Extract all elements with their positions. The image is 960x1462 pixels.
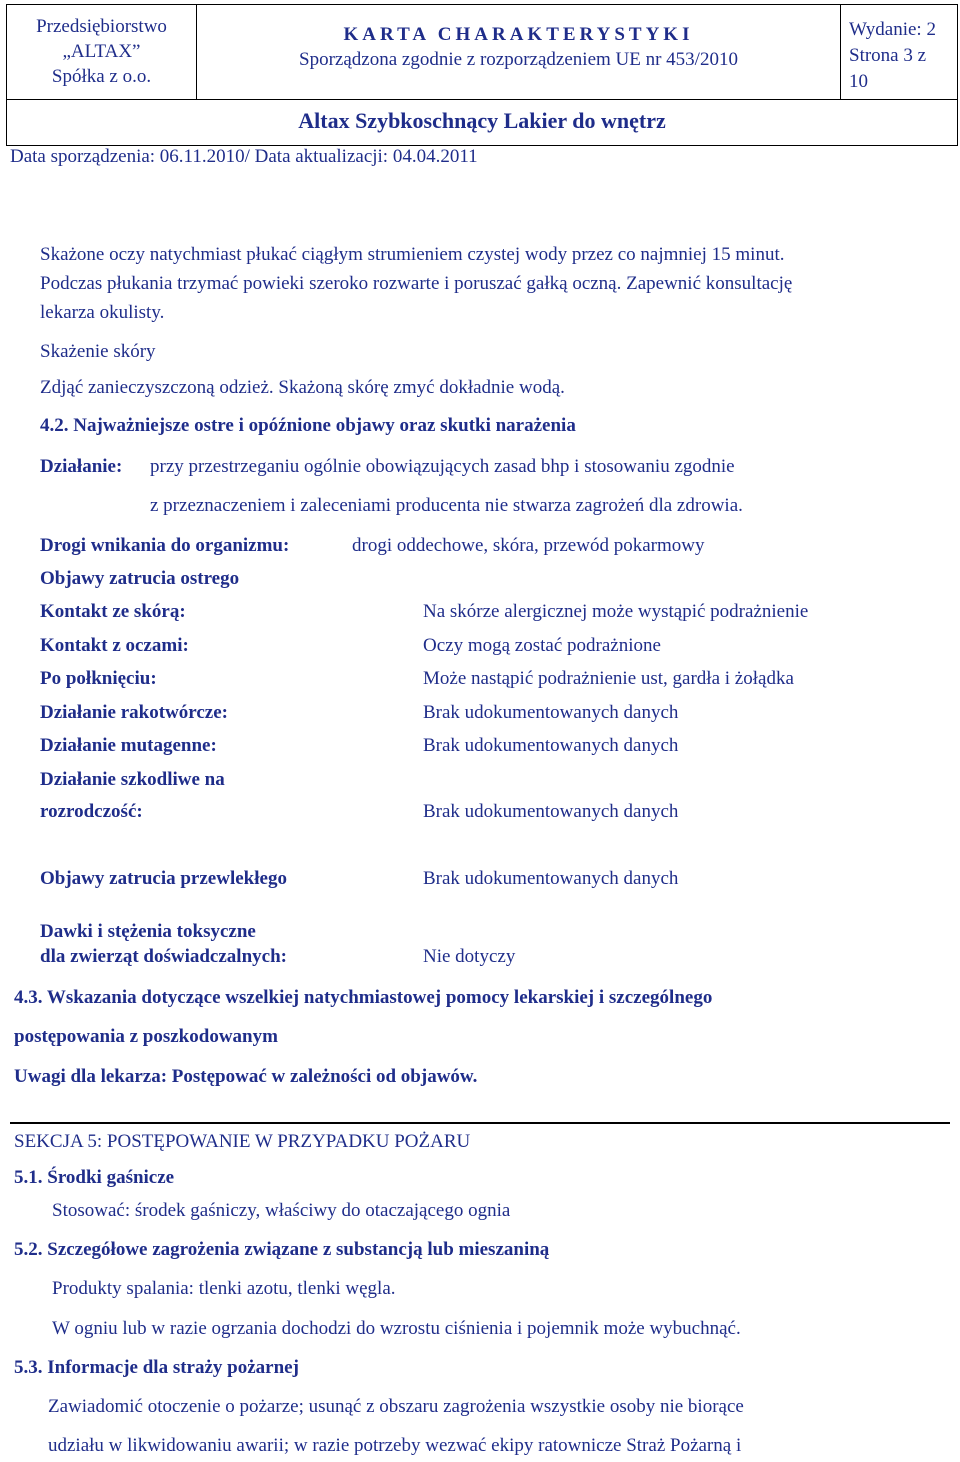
eyes-text-2: Podczas płukania trzymać powieki szeroko rozwarte i poruszać gałką oczną. Zapewnić konsultację (40, 273, 793, 294)
row-label-carcinogenic: Działanie rakotwórcze: (40, 702, 229, 723)
row-label-eyes: Kontakt z oczami: (40, 635, 189, 656)
repro-label-2: rozrodczość: (40, 801, 143, 822)
action-text-1: przy przestrzeganiu ogólnie obowiązujących zasad bhp i stosowaniu zgodnie (150, 456, 735, 477)
company-name: Przedsiębiorstwo (36, 16, 167, 37)
product-row (6, 100, 958, 146)
product-name: Altax Szybkoschnący Lakier do wnętrz (298, 108, 666, 133)
section-5-1-text: Stosować: środek gaśniczy, właściwy do otaczającego ognia (52, 1200, 511, 1221)
chronic-value: Brak udokumentowanych danych (423, 868, 679, 889)
row-value-carcinogenic: Brak udokumentowanych danych (423, 702, 679, 723)
repro-label-1: Działanie szkodliwe na (40, 769, 225, 790)
section-5-2-text-1: Produkty spalania: tlenki azotu, tlenki węgla. (52, 1278, 396, 1299)
chronic-label: Objawy zatrucia przewlekłego (40, 868, 287, 889)
section-4-3-heading-2: postępowania z poszkodowanym (14, 1026, 278, 1047)
eyes-text-3: lekarza okulisty. (40, 302, 165, 323)
section-4-2-heading: 4.2. Najważniejsze ostre i opóźnione objawy oraz skutki narażenia (40, 415, 576, 436)
row-label-ingestion: Po połknięciu: (40, 668, 157, 689)
skin-heading: Skażenie skóry (40, 341, 156, 362)
page-info-cell (841, 5, 957, 99)
row-value-skin: Na skórze alergicznej może wystąpić podrażnienie (423, 601, 809, 622)
edition: Wydanie: 2 (849, 19, 936, 40)
section-4-3-heading-1: 4.3. Wskazania dotyczące wszelkiej natychmiastowej pomocy lekarskiej i szczególnego (14, 987, 713, 1008)
action-label: Działanie: (40, 456, 123, 477)
routes-value: drogi oddechowe, skóra, przewód pokarmowy (352, 535, 705, 556)
skin-text: Zdjąć zanieczyszczoną odzież. Skażoną skórę zmyć dokładnie wodą. (40, 377, 565, 398)
doc-title: KARTA CHARAKTERYSTYKI (343, 24, 694, 45)
section-5-2-heading: 5.2. Szczegółowe zagrożenia związane z substancją lub mieszaniną (14, 1239, 550, 1260)
section-5-3-text-1: Zawiadomić otoczenie o pożarze; usunąć z obszaru zagrożenia wszystkie osoby nie biorące (48, 1396, 744, 1417)
title-cell (197, 5, 841, 99)
eyes-text-1: Skażone oczy natychmiast płukać ciągłym strumieniem czystej wody przez co najmniej 15 minut. (40, 244, 785, 265)
page-number-line1: Strona 3 z (849, 45, 927, 66)
row-value-mutagenic: Brak udokumentowanych danych (423, 735, 679, 756)
doses-label-1: Dawki i stężenia toksyczne (40, 921, 256, 942)
row-value-eyes: Oczy mogą zostać podrażnione (423, 635, 661, 656)
company-form: Spółka z o.o. (51, 66, 152, 87)
section-divider (10, 1122, 950, 1124)
document-header (6, 4, 958, 100)
doctor-note: Uwagi dla lekarza: Postępować w zależności od objawów. (14, 1066, 478, 1087)
doses-value: Nie dotyczy (423, 946, 516, 967)
doc-subtitle: Sporządzona zgodnie z rozporządzeniem UE nr 453/2010 (299, 49, 738, 70)
section-5-1-heading: 5.1. Środki gaśnicze (14, 1167, 175, 1188)
document-dates: Data sporządzenia: 06.11.2010/ Data aktualizacji: 04.04.2011 (10, 146, 478, 167)
company-cell (7, 5, 197, 99)
company-brand: „ALTAX” (62, 41, 141, 62)
action-text-2: z przeznaczeniem i zaleceniami producenta nie stwarza zagrożeń dla zdrowia. (150, 495, 743, 516)
row-value-ingestion: Może nastąpić podrażnienie ust, gardła i żołądka (423, 668, 794, 689)
repro-value: Brak udokumentowanych danych (423, 801, 679, 822)
section-5-3-text-2: udziału w likwidowaniu awarii; w razie potrzeby wezwać ekipy ratownicze Straż Pożarną i (48, 1435, 742, 1456)
routes-label: Drogi wnikania do organizmu: (40, 535, 290, 556)
page-number-line2: 10 (849, 71, 868, 92)
section-5-2-text-2: W ogniu lub w razie ogrzania dochodzi do wzrostu ciśnienia i pojemnik może wybuchnąć. (52, 1318, 741, 1339)
row-label-mutagenic: Działanie mutagenne: (40, 735, 217, 756)
doses-label-2: dla zwierząt doświadczalnych: (40, 946, 287, 967)
row-label-skin: Kontakt ze skórą: (40, 601, 186, 622)
acute-heading: Objawy zatrucia ostrego (40, 568, 240, 589)
section-5-heading: SEKCJA 5: POSTĘPOWANIE W PRZYPADKU POŻARU (14, 1131, 471, 1152)
section-5-3-heading: 5.3. Informacje dla straży pożarnej (14, 1357, 299, 1378)
